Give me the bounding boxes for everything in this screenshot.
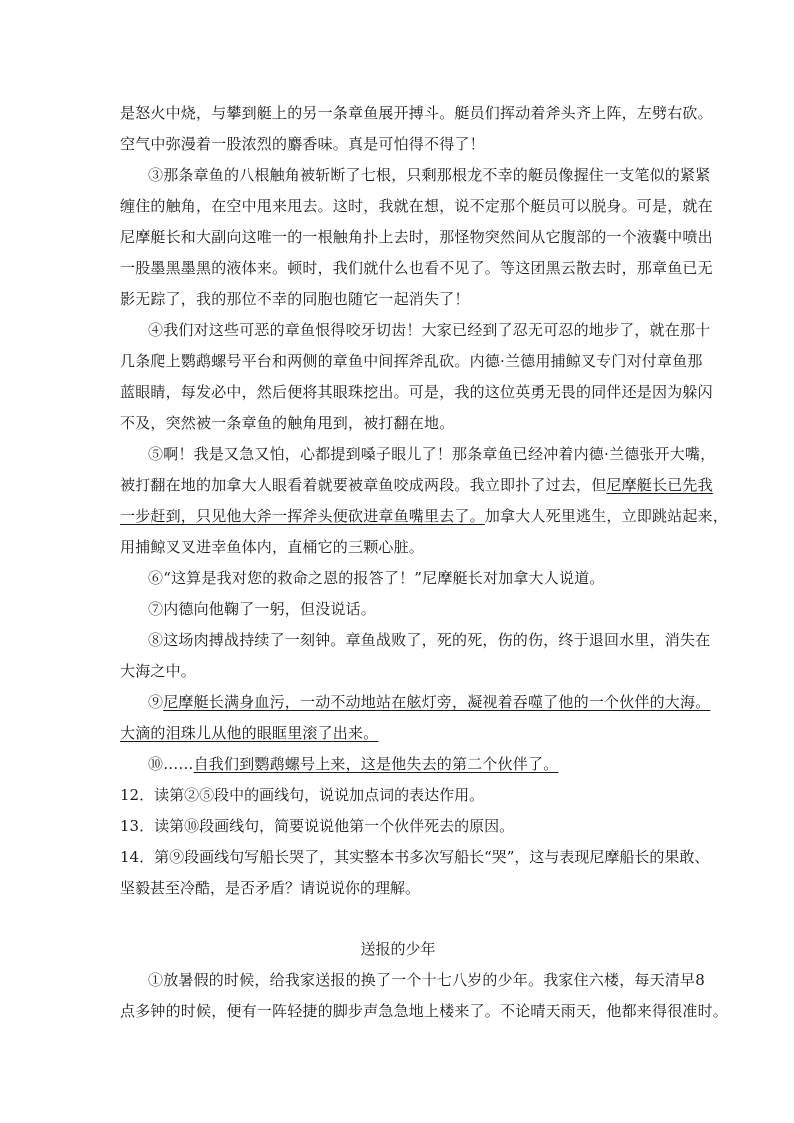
underlined-sentence: 尼摩艇长已先我 <box>606 476 713 494</box>
text-line: 尼摩艇长和大副向这唯一的一根触角扑上去时，那怪物突然间从它腹部的一个液囊中喷出 <box>120 228 713 246</box>
paragraph-6-line: ⑥“这算是我对您的救命之恩的报答了！”尼摩艇长对加拿大人说道。 <box>148 569 605 587</box>
text-line: 是怒火中烧，与攀到艇上的另一条章鱼展开搏斗。艇员们挥动着斧头齐上阵，左劈右砍。 <box>120 104 713 122</box>
text-line: 影无踪了，我的那位不幸的同胞也随它一起消失了！ <box>120 290 470 308</box>
paragraph-8-line: ⑧这场肉搏战持续了一刻钟。章鱼战败了，死的死，伤的伤，终于退回水里，消失在 <box>148 631 711 649</box>
paragraph-10-line <box>120 749 676 780</box>
paragraph-number: ⑩…… <box>148 755 194 773</box>
passage-title: 送报的少年 <box>360 940 436 958</box>
passage-octopus-battle <box>120 98 729 780</box>
text-line: 不及，突然被一条章鱼的触角甩到，被打翻在地。 <box>120 414 455 432</box>
paragraph-3-line: ③那条章鱼的八根触角被斩断了七根，只剩那根龙不幸的艇员像握住一支笔似的紧紧 <box>148 166 711 184</box>
question-14-continued: 坚毅甚至冷酷，是否矛盾？请说说你的理解。 <box>120 879 421 897</box>
text-line: 用捕鲸叉叉进幸鱼体内，直桶它的三颗心脏。 <box>120 538 425 556</box>
question-13: 13．读第⑩段画线句，简要说说他第一个伙伴死去的原因。 <box>120 817 515 835</box>
paragraph-number: ⑨ <box>148 693 164 711</box>
text-line <box>120 470 713 501</box>
underlined-sentence: 一步赶到，只见他大斧一挥斧头便砍进章鱼嘴里去了。 <box>120 507 485 525</box>
underlined-sentence: 自我们到鹦鹉螺号上来，这是他失去的第二个伙伴了。 <box>193 755 559 773</box>
paragraph-1-line: ①放暑假的时候，给我家送报的换了一个十七八岁的少年。我家住六楼，每天清早8 <box>148 971 705 989</box>
text-line: 蓝眼睛，每发必中，然后便将其眼珠挖出。可是，我的这位英勇无畏的同伴还是因为躲闪 <box>120 383 713 401</box>
underlined-sentence: 大滴的泪珠儿从他的眼眶里滚了出来。 <box>120 724 379 742</box>
text-line: 大海之中。 <box>120 662 197 680</box>
paragraph-7-line: ⑦内德向他鞠了一躬，但没说话。 <box>148 600 377 618</box>
underlined-sentence: 尼摩艇长满身血污，一动不动地站在舷灯旁，凝视着吞噬了他的一个伙伴的大海。 <box>163 693 711 711</box>
text-line: 几条爬上鹦鹉螺号平台和两侧的章鱼中间挥斧乱砍。内德·兰德用捕鲸叉专门对付章鱼那 <box>120 352 703 370</box>
questions-section <box>120 780 710 904</box>
paragraph-4-line: ④我们对这些可恶的章鱼恨得咬牙切齿！大家已经到了忍无可忍的地步了，就在那十 <box>148 321 711 339</box>
text-line: 点多钟的时候，便有一阵轻捷的脚步声急急地上楼来了。不论晴天雨天，他都来得很准时。 <box>120 1002 729 1020</box>
question-12: 12．读第②⑤段中的画线句，说说加点词的表达作用。 <box>120 786 485 804</box>
text-line: 空气中弥漫着一股浓烈的麝香味。真是可怕得不得了！ <box>120 135 485 153</box>
plain-text: 被打翻在地的加拿大人眼看着就要被章鱼咬成两段。我立即扑了过去，但 <box>120 476 607 494</box>
text-line: 缠住的触角，在空中甩来甩去。这时，我就在想，说不定那个艇员可以脱身。可是，就在 <box>120 197 713 215</box>
paragraph-9-line <box>120 687 711 718</box>
question-14: 14．第⑨段画线句写船长哭了，其实整本书多次写船长“哭”，这与表现尼摩船长的果敢、 <box>120 848 710 866</box>
text-line <box>120 718 676 749</box>
text-line <box>120 501 729 532</box>
plain-text: 加拿大人死里逃生，立即跳站起来， <box>484 507 729 525</box>
passage-newspaper-boy <box>120 934 729 1027</box>
paragraph-5-line: ⑤啊！我是又急又怕，心都提到嗓子眼儿了！那条章鱼已经冲着内德·兰德张开大嘴， <box>148 445 716 463</box>
text-line: 一股墨黑墨黑的液体来。顿时，我们就什么也看不见了。等这团黑云散去时，那章鱼已无 <box>120 259 713 277</box>
